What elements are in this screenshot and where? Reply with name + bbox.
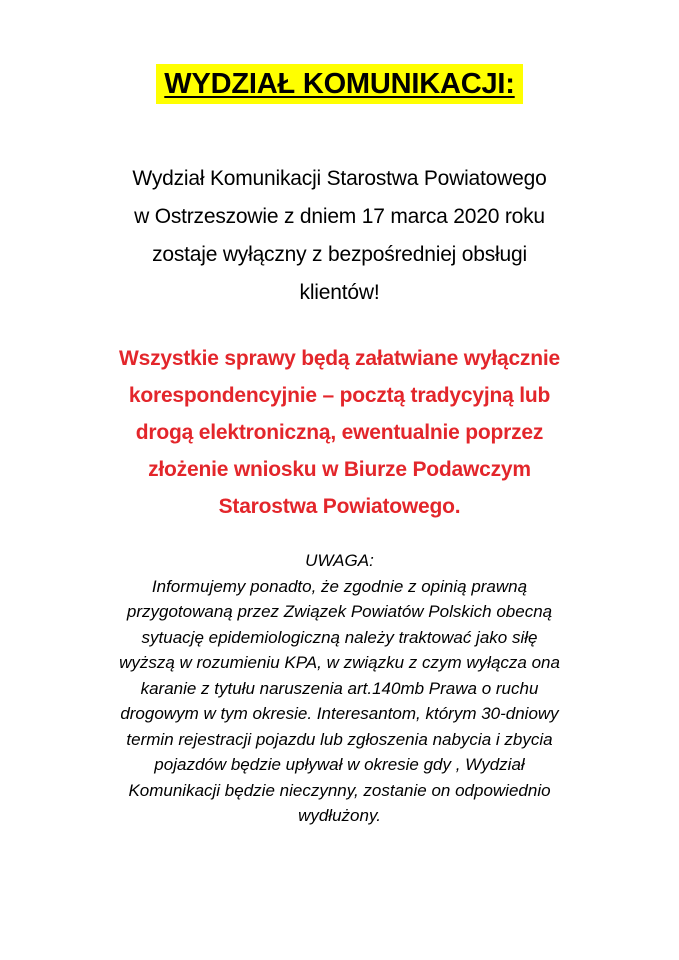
notice-line: drogowym w tym okresie. Interesantom, którym 30-dniowy [120, 704, 559, 723]
intro-line: klientów! [299, 281, 380, 304]
red-line: Wszystkie sprawy będą załatwiane wyłącznie [119, 347, 560, 370]
notice-line: Informujemy ponadto, że zgodnie z opinią prawną [151, 576, 528, 596]
notice-line: karanie z tytułu naruszenia art.140mb Prawa o ruchu [140, 678, 539, 698]
intro-line: zostaje wyłączny z bezpośredniej obsługi [152, 243, 527, 266]
red-line: Starostwa Powiatowego. [218, 495, 461, 518]
red-line: korespondencyjnie – pocztą tradycyjną lub [128, 384, 551, 407]
red-line: drogą elektroniczną, ewentualnie poprzez [135, 421, 544, 444]
notice-section [40, 548, 639, 829]
notice-line: przygotowaną przez Związek Powiatów Polskich obecną [126, 602, 553, 621]
intro-paragraph [40, 160, 639, 312]
red-announcement [40, 340, 639, 525]
notice-line: sytuację epidemiologiczną należy traktować jako siłę [141, 627, 538, 647]
intro-line: w Ostrzeszowie z dniem 17 marca 2020 roku [134, 205, 545, 228]
notice-line: Komunikacji będzie nieczynny, zostanie on odpowiednio [128, 780, 551, 800]
notice-line: termin rejestracji pojazdu lub zgłoszenia nabycia i zbycia [126, 729, 553, 749]
notice-line: pojazdów będzie upływał w okresie gdy , Wydział [154, 755, 525, 774]
notice-line: wyższą w rozumieniu KPA, w związku z czym wyłącza ona [119, 653, 560, 672]
page-title: WYDZIAŁ KOMUNIKACJI: [156, 64, 522, 104]
title-container [0, 64, 679, 104]
notice-line: wydłużony. [298, 806, 381, 825]
notice-heading: UWAGA: [305, 551, 374, 570]
red-line: złożenie wniosku w Biurze Podawczym [148, 458, 531, 481]
intro-line: Wydział Komunikacji Starostwa Powiatowego [132, 167, 547, 190]
